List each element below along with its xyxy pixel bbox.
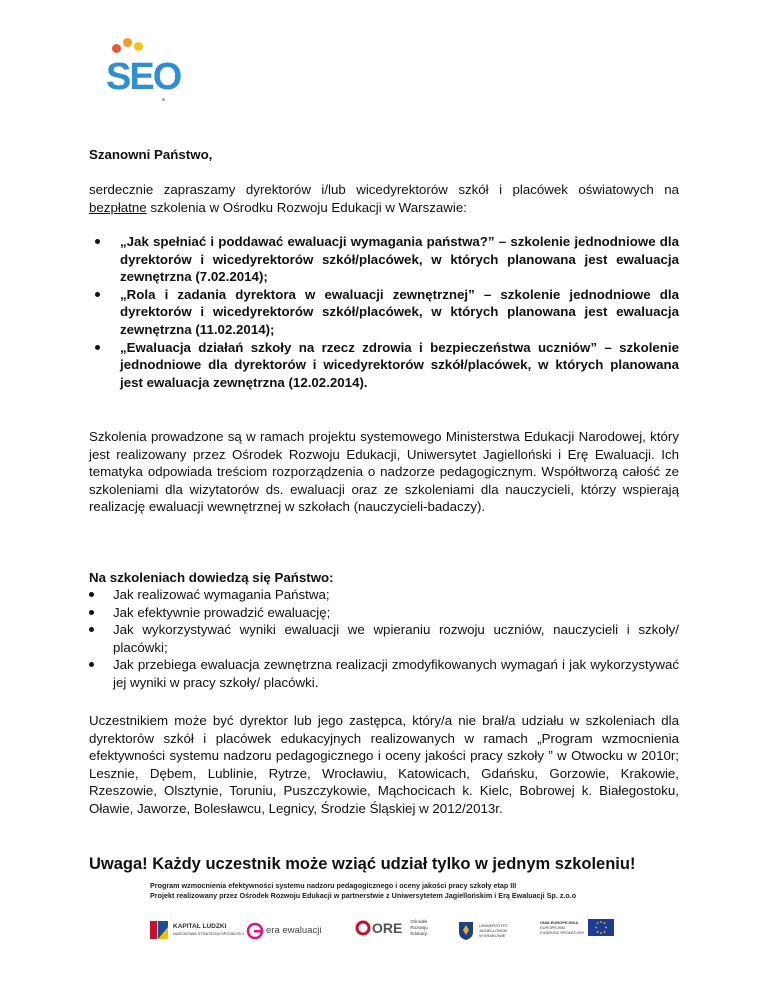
learn-item: Jak wykorzystywać wyniki ewaluacji we wpieraniu rozwoju uczniów, nauczycieli i szkoły/ placówki; — [89, 621, 679, 656]
training-item: „Ewaluacja działań szkoły na rzecz zdrowia i bezpieczeństwa uczniów” – szkolenie jednodniowe dla dyrektorów i wicedyrektorów szkół/placówek, w których planowana jest ewaluacja zewnętrzna (12.02.2014). — [89, 339, 679, 392]
eu-line-1: UNIA EUROPEJSKA — [540, 920, 579, 925]
learn-item: Jak przebiega ewaluacja zewnętrzna realizacji zmodyfikowanych wymagań i jak wykorzystywać jej wyniki w pracy szkoły/ placówki. — [89, 656, 679, 691]
intro-text: serdecznie zapraszamy dyrektorów i/lub wicedyrektorów szkół i placówek oświatowych na — [89, 182, 679, 197]
footer-program-line: Program wzmocnienia efektywności systemu nadzoru pedagogicznego i oceny jakości pracy szkoły etap III — [150, 881, 517, 890]
ore-sub-3: Edukacji — [410, 931, 428, 936]
logo-mark — [162, 98, 165, 101]
uj-logo — [457, 919, 508, 941]
learn-heading: Na szkoleniach dowiedzą się Państwo: — [89, 570, 334, 585]
learn-item: Jak efektywnie prowadzić ewaluację; — [89, 604, 679, 622]
era-icon — [246, 919, 264, 941]
footer — [150, 881, 618, 973]
ore-icon — [355, 920, 371, 936]
logo-text: SEO — [106, 56, 181, 98]
logo-dot-orange — [123, 38, 132, 47]
era-text: era ewaluacji — [266, 924, 322, 936]
kapital-subtitle: NARODOWA STRATEGIA SPÓJNOŚCI — [173, 931, 245, 936]
project-paragraph: Szkolenia prowadzone są w ramach projektu systemowego Ministerstwa Edukacji Narodowej, który jest realizowany przez Ośrodek Rozwoju Edukacji, Uniwersytet Jagielloński i Erę Ewaluacji. Ich tematyka odpowiada treściom rozporządzenia o nadzorze pedagogicznym. Współtworzą całość ze szkoleniami dla wizytatorów ds. ewaluacji oraz ze szkoleniami dla nauczycieli, którzy wspierają realizację ewaluacji wewnętrznej w szkołach (nauczycieli-badaczy). — [89, 429, 679, 515]
learn-item: Jak realizować wymagania Państwa; — [89, 586, 679, 604]
era-ewaluacji-logo — [246, 919, 321, 941]
participants-paragraph: Uczestnikiem może być dyrektor lub jego zastępca, który/a nie brał/a udziału w szkoleniach dla dyrektorów szkół i placówek edukacyjnych realizowanych w ramach „Program wzmocnienia efektywności systemu nadzoru pedagogicznego i oceny jakości pracy szkoły ” w Otwocku w 2010r; Lesznie, Dębem, Lublinie, Rytrze, Wrocławiu, Katowicach, Gdańsku, Gorzowie, Krakowie, Rzeszowie, Olsztynie, Toruniu, Puszczykowie, Mąchocicach k. Kielc, Bobrowej k. Białegostoku, Oławie, Jaworze, Bolesławcu, Legnicy, Środzie Śląskiej w 2012/2013r. — [89, 713, 679, 816]
trainings-list — [89, 233, 679, 391]
uj-line-2: JAGIELLOŃSKI — [479, 927, 508, 933]
seo-logo — [106, 38, 181, 108]
intro-paragraph — [89, 181, 679, 216]
eu-line-3: FUNDUSZ SPOŁECZNY — [540, 930, 585, 935]
learn-list — [89, 586, 679, 692]
intro-text-end: szkolenia w Ośrodku Rozwoju Edukacji w Warszawie: — [150, 199, 467, 215]
intro-free-word: bezpłatne — [89, 199, 147, 215]
logo-dot-red — [112, 44, 121, 53]
eu-logo — [540, 919, 614, 936]
kapital-ludzki-icon — [150, 919, 170, 941]
uj-crest-icon — [457, 919, 475, 941]
eu-line-2: EUROPEJSKI — [540, 925, 566, 930]
ore-logo — [355, 919, 428, 937]
uj-line-1: UNIWERSYTET — [479, 922, 509, 928]
kapital-ludzki-logo — [150, 919, 244, 941]
uj-line-3: W KRAKOWIE — [479, 932, 506, 938]
ore-text: ORE — [372, 920, 403, 936]
ore-sub-2: Rozwoju — [410, 925, 428, 930]
warning-heading: Uwaga! Każdy uczestnik może wziąć udział tylko w jednym szkoleniu! — [89, 855, 636, 873]
training-item: „Jak spełniać i poddawać ewaluacji wymagania państwa?” – szkolenie jednodniowe dla dyrektorów i wicedyrektorów szkół/placówek, w których planowana jest ewaluacja zewnętrzna (7.02.2014); — [89, 233, 679, 286]
training-item: „Rola i zadania dyrektora w ewaluacji zewnętrznej” – szkolenie jednodniowe dla dyrektorów i wicedyrektorów szkół/placówek, w których planowana jest ewaluacja zewnętrzna (11.02.2014); — [89, 286, 679, 339]
footer-project-line: Projekt realizowany przez Ośrodek Rozwoju Edukacji w partnerstwie z Uniwersytetem Jagiellońskim i Erą Ewaluacji Sp. z.o.o — [150, 891, 577, 900]
kapital-title: KAPITAŁ LUDZKI — [173, 923, 227, 930]
logo-dot-yellow — [134, 42, 143, 51]
ore-sub-1: Ośrodek — [410, 919, 428, 924]
partner-logos — [150, 919, 618, 949]
greeting: Szanowni Państwo, — [89, 147, 213, 162]
eu-flag-icon — [588, 919, 614, 936]
